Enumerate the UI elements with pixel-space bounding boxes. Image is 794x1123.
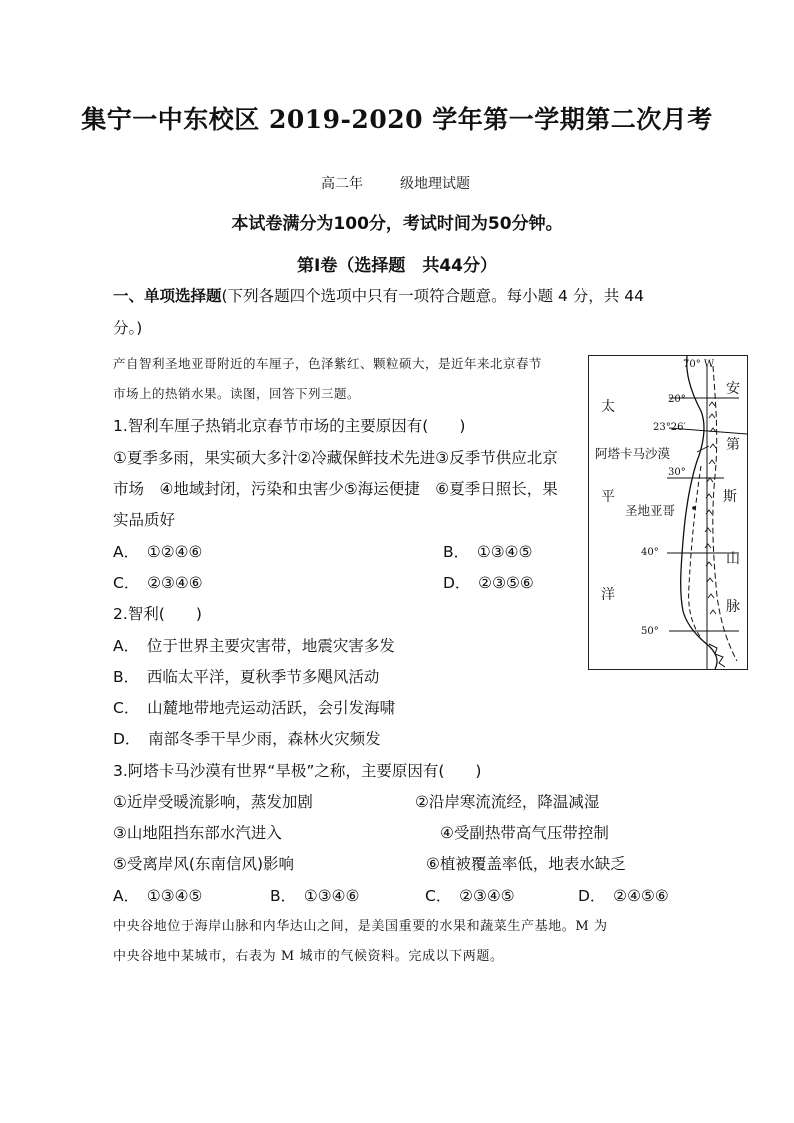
andes-label-3: 斯	[723, 489, 737, 505]
intro-line-2: 市场上的热销水果。读图，回答下列三题。	[113, 386, 361, 401]
exam-title: 集宁一中东校区 2019-2020 学年第一学期第二次月考	[81, 105, 713, 134]
q3-item-6: ⑥植被覆盖率低，地表水缺乏	[426, 855, 626, 873]
q1-line-3: 实品质好	[113, 511, 176, 529]
lat-2326-label: 23°26′	[653, 422, 686, 433]
q3-option-a[interactable]: A． ①③④⑤	[113, 887, 203, 905]
passage2-line-2: 中央谷地中某城市，右表为 M 城市的气候资料。完成以下两题。	[113, 949, 504, 964]
q3-item-4: ④受副热带高气压带控制	[440, 824, 609, 842]
desert-label: 阿塔卡马沙漠	[595, 446, 671, 461]
chile-map	[588, 355, 748, 670]
q2-option-a[interactable]: A． 位于世界主要灾害带，地震灾害多发	[113, 637, 395, 655]
intro-line-1: 产自智利圣地亚哥附近的车厘子，色泽紫红、颗粒硕大，是近年来北京春节	[113, 356, 543, 371]
grade-label: 高二年	[321, 176, 363, 192]
q2-option-c[interactable]: C． 山麓地带地壳运动活跃，会引发海啸	[113, 699, 396, 717]
q3-option-c[interactable]: C． ②③④⑤	[425, 887, 515, 905]
section-heading	[113, 284, 644, 306]
q2-option-d[interactable]: D． 南部冬季干旱少雨，森林火灾频发	[113, 730, 381, 748]
q3-item-3: ③山地阻挡东部水汽进入	[113, 824, 282, 842]
city-label: 圣地亚哥	[625, 503, 676, 518]
andes-label-1: 安	[726, 381, 740, 397]
q1-option-b[interactable]: B． ①③④⑤	[443, 543, 533, 561]
subject-label: 级地理试题	[400, 176, 470, 192]
q3-option-b[interactable]: B． ①③④⑥	[270, 887, 360, 905]
section-desc: (下列各题四个选项中只有一项符合题意。每小题 4 分，共 44	[221, 287, 644, 305]
ocean-label-1: 太	[601, 399, 615, 415]
q1-option-a[interactable]: A． ①②④⑥	[113, 543, 203, 561]
exam-info: 本试卷满分为100分，考试时间为50分钟。	[231, 214, 563, 234]
lat-30-label: 30°	[668, 467, 686, 478]
andes-label-5: 脉	[726, 599, 740, 615]
ocean-label-2: 平	[601, 489, 615, 505]
longitude-label: 70° W	[683, 359, 715, 370]
section-desc-cont: 分。)	[113, 319, 143, 337]
q3-item-5: ⑤受离岸风(东南信风)影响	[113, 855, 294, 873]
lat-50-label: 50°	[641, 626, 659, 637]
q2-option-b[interactable]: B． 西临太平洋，夏秋季节多飓风活动	[113, 668, 380, 686]
ocean-label-3: 洋	[601, 587, 615, 603]
q2-stem: 2.智利( )	[113, 605, 202, 623]
q3-item-2: ②沿岸寒流流经，降温减湿	[415, 793, 600, 811]
q1-stem: 1.智利车厘子热销北京春节市场的主要原因有( )	[113, 417, 466, 435]
passage2-line-1: 中央谷地位于海岸山脉和内华达山之间，是美国重要的水果和蔬菜生产基地。M 为	[113, 919, 608, 934]
q1-option-c[interactable]: C． ②③④⑥	[113, 574, 203, 592]
q1-option-d[interactable]: D． ②③⑤⑥	[443, 574, 534, 592]
section-label: 一、单项选择题	[113, 287, 222, 305]
lat-40-label: 40°	[641, 547, 659, 558]
q3-option-d[interactable]: D． ②④⑤⑥	[578, 887, 669, 905]
lat-20-label: 20°	[668, 394, 686, 405]
q3-item-1: ①近岸受暖流影响，蒸发加剧	[113, 793, 313, 811]
andes-label-4: 山	[726, 551, 740, 567]
andes-label-2: 第	[726, 437, 740, 453]
q3-stem: 3.阿塔卡马沙漠有世界“旱极”之称，主要原因有( )	[113, 762, 482, 780]
q1-line-1: ①夏季多雨，果实硕大多汁②冷藏保鲜技术先进③反季节供应北京	[113, 449, 558, 467]
part-title: 第Ⅰ卷（选择题 共44分）	[297, 256, 497, 276]
q1-line-2: 市场 ④地域封闭，污染和虫害少⑤海运便捷 ⑥夏季日照长，果	[113, 480, 558, 498]
